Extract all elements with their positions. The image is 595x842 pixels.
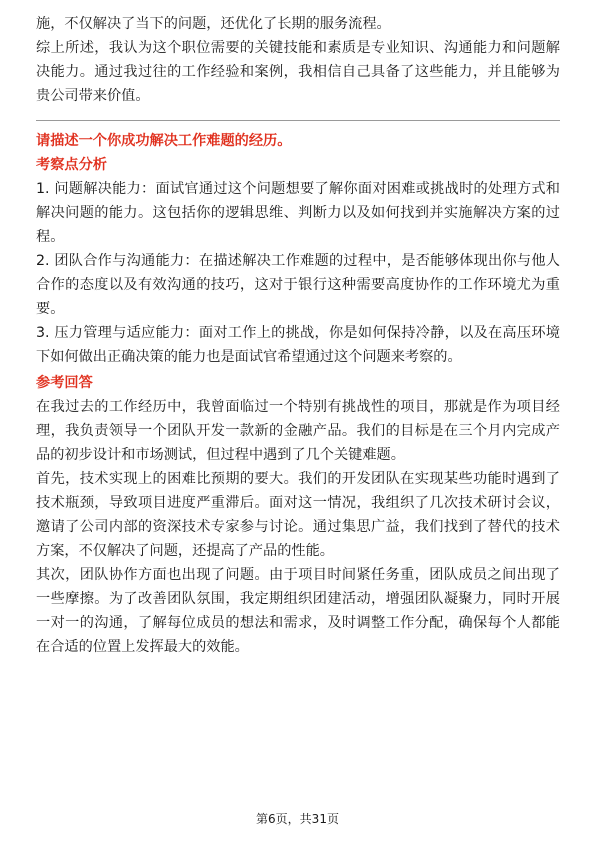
page-number: 第6页，共31页 (256, 812, 339, 826)
question-title: 请描述一个你成功解决工作难题的经历。 (36, 133, 292, 149)
analysis-item: 3. 压力管理与适应能力：面对工作上的挑战，你是如何保持冷静，以及在高压环境下如何做出正确决策的能力也是面试官希望通过这个问题来考察的。 (36, 325, 560, 365)
analysis-item: 2. 团队合作与沟通能力：在描述解决工作难题的过程中，是否能够体现出你与他人合作的态度以及有效沟通的技巧，这对于银行这种需要高度协作的工作环境尤为重要。 (36, 253, 560, 317)
text-paragraph: 综上所述，我认为这个职位需要的关键技能和素质是专业知识、沟通能力和问题解决能力。通过我过往的工作经验和案例，我相信自己具备了这些能力，并且能够为贵公司带来价值。 (36, 40, 560, 104)
answer-paragraph: 在我过去的工作经历中，我曾面临过一个特别有挑战性的项目，那就是作为项目经理，我负责领导一个团队开发一款新的金融产品。我们的目标是在三个月内完成产品的初步设计和市场测试，但过程中遇到了几个关键难题。 (36, 399, 560, 463)
text-paragraph: 施，不仅解决了当下的问题，还优化了长期的服务流程。 (36, 16, 391, 32)
section-divider (36, 120, 560, 121)
answer-paragraph: 其次，团队协作方面也出现了问题。由于项目时间紧任务重，团队成员之间出现了一些摩擦。为了改善团队氛围，我定期组织团建活动，增强团队凝聚力，同时开展一对一的沟通，了解每位成员的想法和需求，及时调整工作分配，确保每个人都能在合适的位置上发挥最大的效能。 (36, 567, 560, 655)
answer-heading: 参考回答 (36, 375, 93, 391)
answer-paragraph: 首先，技术实现上的困难比预期的要大。我们的开发团队在实现某些功能时遇到了技术瓶颈，导致项目进度严重滞后。面对这一情况，我组织了几次技术研讨会议，邀请了公司内部的资深技术专家参与讨论。通过集思广益，我们找到了替代的技术方案，不仅解决了问题，还提高了产品的性能。 (36, 471, 560, 559)
page-content (36, 12, 560, 659)
analysis-item: 1. 问题解决能力：面试官通过这个问题想要了解你面对困难或挑战时的处理方式和解决问题的能力。这包括你的逻辑思维、判断力以及如何找到并实施解决方案的过程。 (36, 181, 560, 245)
analysis-heading: 考察点分析 (36, 157, 107, 173)
